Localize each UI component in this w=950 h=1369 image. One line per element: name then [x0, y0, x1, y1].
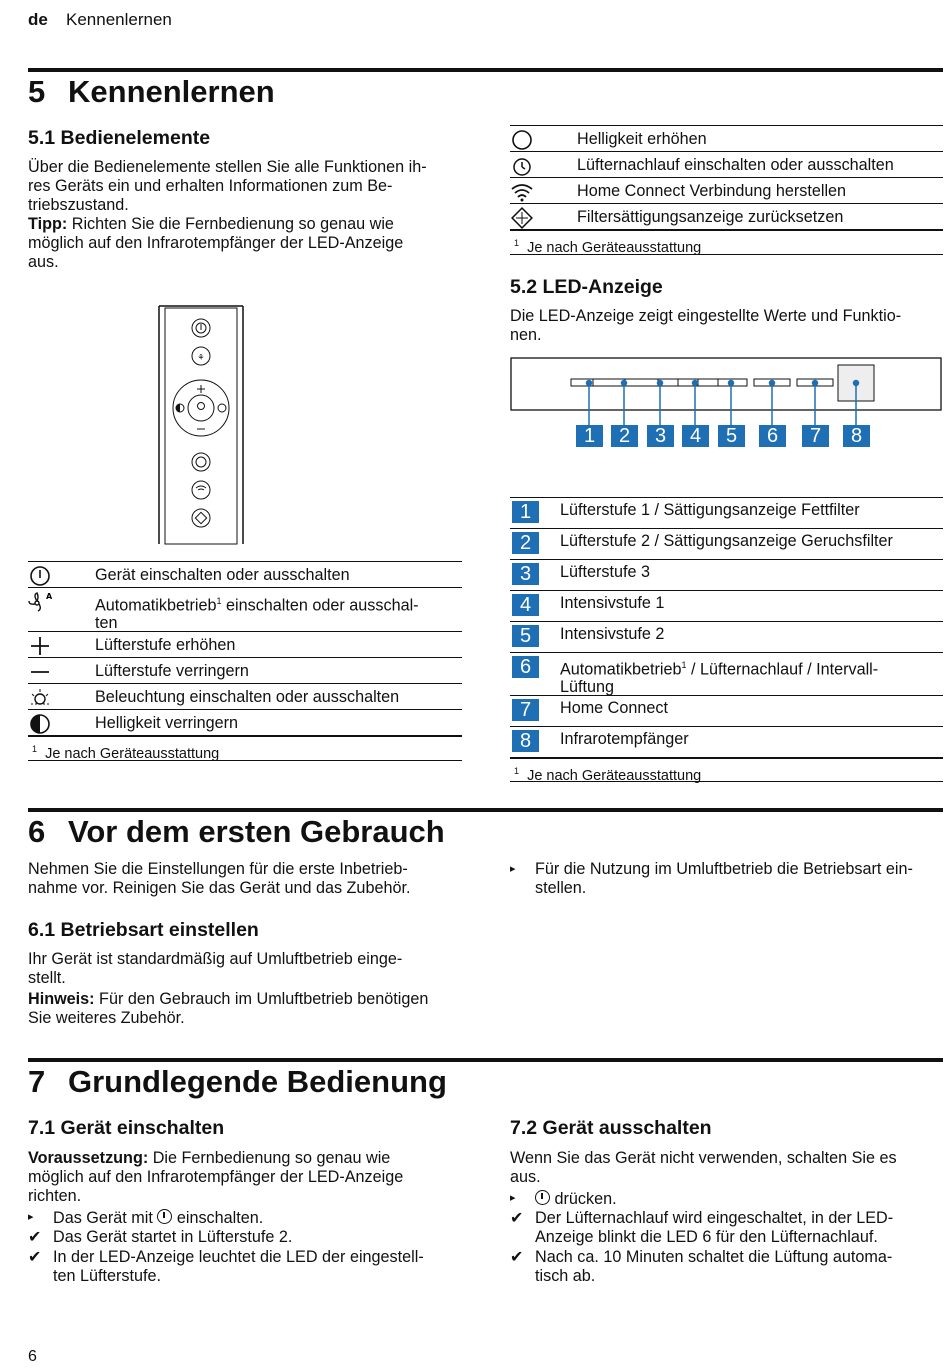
led-label: 2 — [611, 425, 638, 447]
check-icon: ✔ — [510, 1248, 524, 1266]
led-label: 8 — [843, 425, 870, 447]
section-5-heading: 5 Kennenlernen — [28, 74, 275, 109]
light-icon — [28, 687, 52, 709]
footnote: $^1$ Je nach Geräteausstattung — [28, 737, 462, 761]
row-text: Helligkeit erhöhen — [577, 130, 707, 148]
table-row — [510, 204, 943, 231]
power-icon — [535, 1190, 550, 1205]
row-text: Gerät einschalten oder ausschalten — [95, 566, 350, 584]
table-row — [28, 710, 462, 737]
power-icon — [28, 565, 52, 587]
table-row: 1 Lüfterstufe 1 / Sättigungsanzeige Fettfilter — [510, 498, 943, 529]
table-row: 7 Home Connect — [510, 696, 943, 727]
row-text: Filtersättigungsanzeige zurücksetzen — [577, 208, 844, 226]
row-text: Home Connect Verbindung herstellen — [577, 182, 847, 200]
table-row: 4 Intensivstufe 1 — [510, 591, 943, 622]
page-number: 6 — [28, 1348, 37, 1365]
remote-control-illustration — [150, 300, 260, 550]
section-rule — [28, 808, 943, 812]
table-row: 8 Infrarotempfänger — [510, 727, 943, 759]
table-row: 6 Automatikbetrieb$^1$ / Lüfternachlauf / Intervall- Lüftung — [510, 653, 943, 696]
led-label: 4 — [682, 425, 709, 447]
row-text: Lüfternachlauf einschalten oder ausschalten — [577, 156, 894, 174]
led-label: 7 — [802, 425, 829, 447]
table-row — [510, 178, 943, 204]
section-5-1-heading: 5.1 Bedienelemente — [28, 127, 211, 149]
led-label: 5 — [718, 425, 745, 447]
plus-icon — [28, 635, 52, 657]
table-row: 3 Lüfterstufe 3 — [510, 560, 943, 591]
section-6-1-heading: 6.1 Betriebsart einstellen — [28, 919, 259, 941]
section-7-1-heading: 7.1 Gerät einschalten — [28, 1117, 225, 1139]
table-row — [510, 152, 943, 178]
footnote: $^1$ Je nach Geräteausstattung — [510, 231, 943, 255]
wifi-icon — [510, 181, 534, 203]
minus-icon — [28, 661, 52, 683]
section-5-1-intro: Über die Bedienelemente stellen Sie alle Funktionen ih- res Geräts ein und erhalten Informationen zum Be- triebszustand. Tipp: Richten Sie die Fernbedienung so genau wie möglich auf den Infrarotempfänger der LED-Anzeige aus. — [28, 158, 427, 271]
table-row — [28, 588, 462, 632]
table-row: 5 Intensivstufe 2 — [510, 622, 943, 653]
instruction-step: ▸ drücken. — [510, 1190, 617, 1208]
led-label: 3 — [647, 425, 674, 447]
row-text: Beleuchtung einschalten oder ausschalten — [95, 688, 400, 706]
svg-text:A: A — [46, 592, 52, 601]
result-item: ✔ Nach ca. 10 Minuten schaltet die Lüftung automa- tisch ab. — [510, 1248, 893, 1285]
section-5-2-intro: Die LED-Anzeige zeigt eingestellte Werte und Funktio- nen. — [510, 307, 902, 344]
row-text: Lüfterstufe verringern — [95, 662, 249, 680]
table-row — [510, 126, 943, 152]
result-item: ✔ Der Lüfternachlauf wird eingeschaltet, in der LED- Anzeige blinkt die LED 6 für den Lüfternachlauf. — [510, 1209, 894, 1246]
led-table — [510, 497, 943, 782]
svg-text:⚘: ⚘ — [197, 353, 205, 362]
table-row: 2 Lüfterstufe 2 / Sättigungsanzeige Geruchsfilter — [510, 529, 943, 560]
section-7-heading: 7 Grundlegende Bedienung — [28, 1064, 447, 1099]
result-item: ✔ In der LED-Anzeige leuchtet die LED der eingestell- ten Lüfterstufe. — [28, 1248, 424, 1285]
section-7-1-text: Voraussetzung: Die Fernbedienung so genau wie möglich auf den Infrarotempfänger der LED-Anzeige richten. — [28, 1149, 404, 1205]
check-icon: ✔ — [28, 1248, 42, 1266]
section-6-1-text: Ihr Gerät ist standardmäßig auf Umluftbetrieb einge- stellt. Hinweis: Für den Gebrauch im Umluftbetrieb benötigen Sie weiteres Zubehör. — [28, 950, 429, 1027]
row-text: Automatikbetrieb$^1$ einschalten oder ausschal- ten — [95, 596, 419, 633]
section-7-2-text: Wenn Sie das Gerät nicht verwenden, schalten Sie es aus. — [510, 1149, 897, 1186]
header-title: Kennenlernen — [66, 10, 172, 29]
row-text: Helligkeit verringern — [95, 714, 239, 732]
table-row — [28, 658, 462, 684]
filter-reset-icon — [510, 207, 534, 229]
table-row — [28, 632, 462, 658]
section-6-heading: 6 Vor dem ersten Gebrauch — [28, 814, 445, 849]
brightness-up-icon — [510, 129, 534, 151]
section-5-2-heading: 5.2 LED-Anzeige — [510, 276, 663, 298]
led-label: 6 — [759, 425, 786, 447]
section-rule — [28, 1058, 943, 1062]
fan-auto-icon — [28, 591, 52, 613]
brightness-down-icon — [28, 713, 52, 735]
led-label: 1 — [576, 425, 603, 447]
table-row — [28, 562, 462, 588]
power-icon — [157, 1209, 172, 1224]
instruction-step: ▸ Für die Nutzung im Umluftbetrieb die Betriebsart ein- stellen. — [510, 860, 913, 897]
controls-table-right — [510, 125, 943, 255]
timer-icon — [510, 155, 534, 177]
controls-table-left — [28, 561, 462, 761]
section-6-intro: Nehmen Sie die Einstellungen für die erste Inbetrieb- nahme vor. Reinigen Sie das Gerät und das Zubehör. — [28, 860, 411, 897]
row-text: Lüfterstufe erhöhen — [95, 636, 236, 654]
result-item: ✔ Das Gerät startet in Lüfterstufe 2. — [28, 1228, 293, 1246]
check-icon: ✔ — [28, 1228, 42, 1246]
table-row — [28, 684, 462, 710]
section-rule — [28, 68, 943, 72]
check-icon: ✔ — [510, 1209, 524, 1227]
instruction-step: ▸ Das Gerät mit einschalten. — [28, 1209, 264, 1227]
footnote: $^1$ Je nach Geräteausstattung — [510, 759, 943, 782]
header-language: de — [28, 10, 48, 29]
section-7-2-heading: 7.2 Gerät ausschalten — [510, 1117, 712, 1139]
